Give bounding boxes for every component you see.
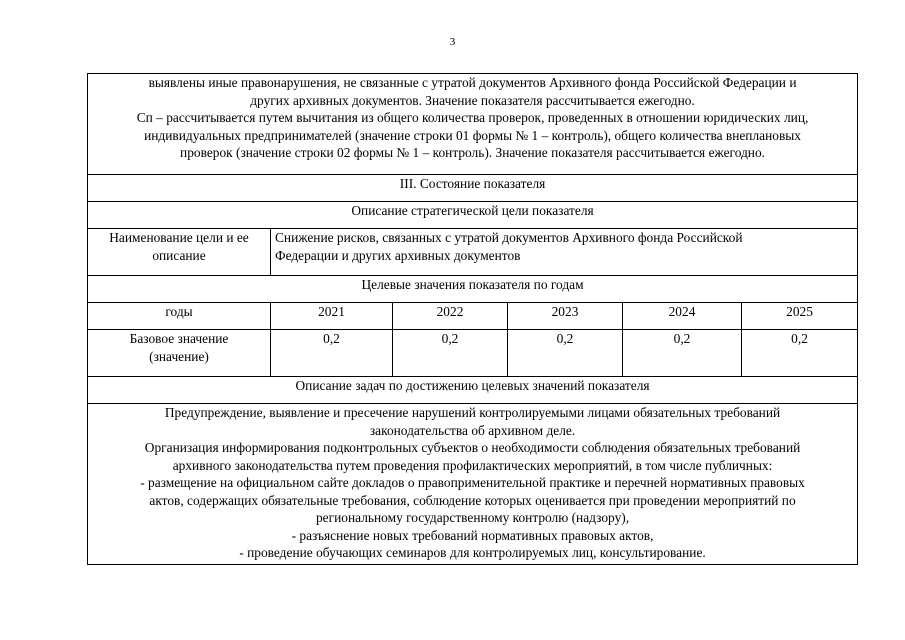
- tasks-line: Организация информирования подконтрольных субъектов о необходимости соблюдения обязательных требований: [144, 440, 801, 455]
- year-cell: 2025: [742, 303, 858, 330]
- indicator-table: [87, 73, 858, 565]
- section-title-row: [88, 175, 858, 202]
- tasks-line: - разъяснение новых требований нормативных правовых актов,: [291, 527, 654, 543]
- year-cell: 2024: [623, 303, 742, 330]
- value-cell: 0,2: [393, 330, 508, 377]
- base-value-label-line: (значение): [149, 348, 209, 364]
- tasks-cell: [88, 404, 858, 565]
- section-title: III. Состояние показателя: [88, 175, 858, 202]
- tasks-line: - проведение обучающих семинаров для контролируемых лиц, консультирование.: [239, 545, 706, 560]
- goal-text-line: Снижение рисков, связанных с утратой документов Архивного фонда Российской: [275, 230, 743, 245]
- value-cell: 0,2: [623, 330, 742, 377]
- tasks-header: Описание задач по достижению целевых значений показателя: [88, 377, 858, 404]
- goal-text-cell: [271, 229, 858, 276]
- intro-line: других архивных документов. Значение показателя рассчитывается ежегодно.: [250, 92, 695, 108]
- goal-label-line: Наименование цели и ее: [109, 230, 249, 245]
- intro-row: [88, 74, 858, 175]
- value-cell: 0,2: [742, 330, 858, 377]
- tasks-row: [88, 404, 858, 565]
- target-values-header: Целевые значения показателя по годам: [88, 276, 858, 303]
- tasks-line: - размещение на официальном сайте докладов о правоприменительной практике и перечней нормативных правовых: [140, 475, 805, 490]
- intro-line: Сп – рассчитывается путем вычитания из общего количества проверок, проведенных в отношении юридических лиц,: [136, 110, 809, 125]
- goal-row: [88, 229, 858, 276]
- goal-label-cell: [88, 229, 271, 276]
- intro-line: проверок (значение строки 02 формы № 1 – контроль). Значение показателя рассчитывается ежегодно.: [180, 145, 766, 160]
- value-cell: 0,2: [271, 330, 393, 377]
- tasks-line: актов, содержащих обязательные требования, соблюдение которых оценивается при проведении мероприятий по: [149, 492, 796, 508]
- tasks-header-row: [88, 377, 858, 404]
- goal-text-line: Федерации и других архивных документов: [275, 247, 521, 263]
- intro-line: индивидуальных предпринимателей (значение строки 01 формы № 1 – контроль), общего количества внеплановых: [144, 127, 801, 143]
- year-cell: 2023: [508, 303, 623, 330]
- strategic-goal-header-row: [88, 202, 858, 229]
- year-cell: 2021: [271, 303, 393, 330]
- base-value-label: [88, 330, 271, 377]
- target-values-header-row: [88, 276, 858, 303]
- year-cell: 2022: [393, 303, 508, 330]
- tasks-line: Предупреждение, выявление и пресечение нарушений контролируемыми лицами обязательных требований: [164, 405, 781, 420]
- tasks-line: региональному государственному контролю (надзору),: [315, 510, 630, 525]
- years-row: [88, 303, 858, 330]
- intro-line: выявлены иные правонарушения, не связанные с утратой документов Архивного фонда Российской Федерации и: [148, 75, 797, 90]
- value-cell: 0,2: [508, 330, 623, 377]
- tasks-line: законодательства об архивном деле.: [369, 422, 576, 438]
- strategic-goal-header: Описание стратегической цели показателя: [88, 202, 858, 229]
- goal-label-line: описание: [152, 247, 206, 263]
- base-value-label-line: Базовое значение: [129, 331, 229, 346]
- years-label: годы: [88, 303, 271, 330]
- base-values-row: [88, 330, 858, 377]
- tasks-line: архивного законодательства путем проведения профилактических мероприятий, в том числе публичных:: [172, 457, 773, 473]
- page-number: 3: [449, 36, 456, 48]
- intro-cell: [88, 74, 858, 175]
